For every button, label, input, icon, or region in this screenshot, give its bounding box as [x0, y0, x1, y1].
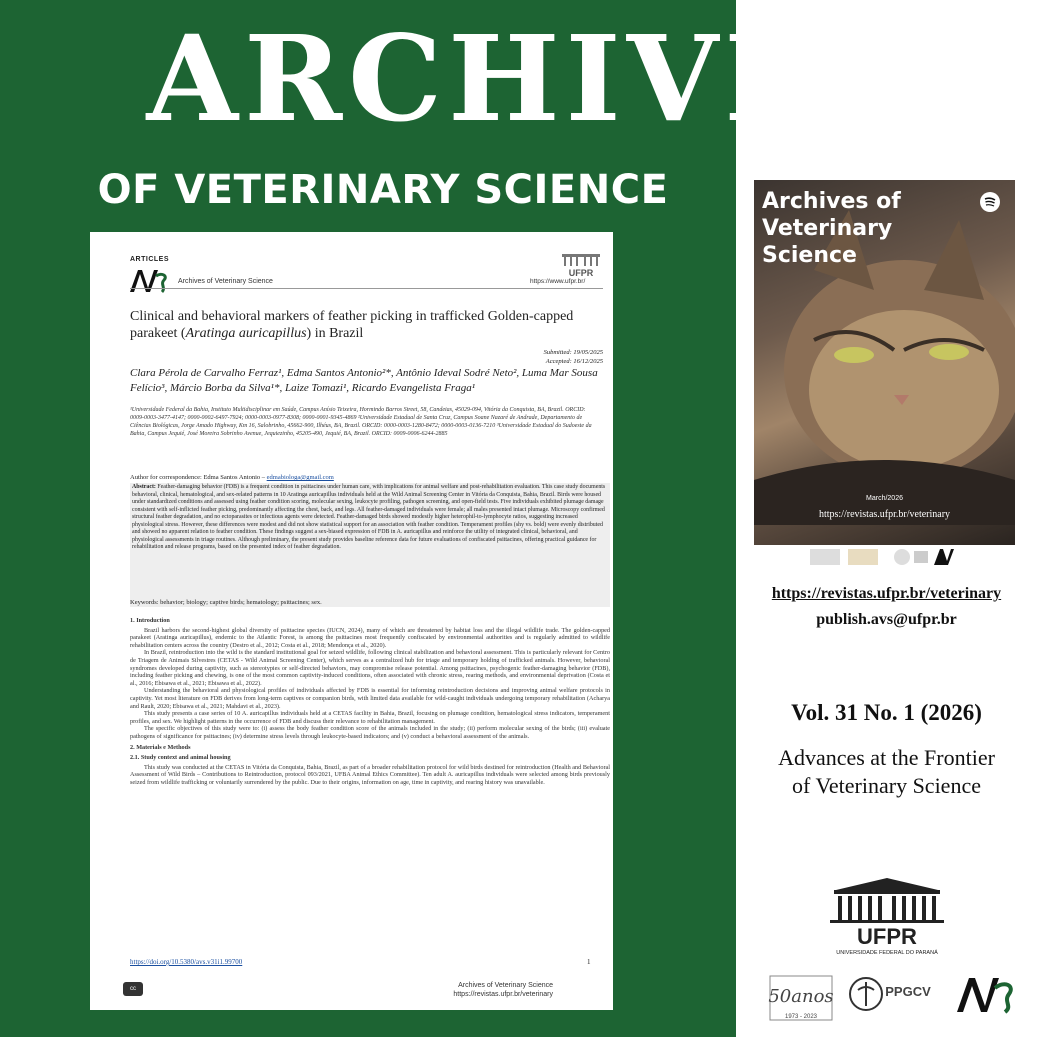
author-list: Clara Pérola de Carvalho Ferraz¹, Edma Santos Antonio²*, Antônio Ideval Sodré Neto², Luma Mar Sousa Felício³, Márcio Borba da Silva¹*, Laize Tomazi¹, Ricardo Evangelista Fraga¹ [130, 367, 598, 394]
heading-introduction: 1. Introduction [130, 617, 170, 624]
ufpr-fullname: UNIVERSIDADE FEDERAL DO PARANÁ [836, 950, 938, 956]
banner-subtitle: OF VETERINARY SCIENCE [97, 167, 669, 213]
cc-license-icon: cc [123, 982, 143, 996]
volume-label: Vol. 31 No. 1 (2026) [791, 700, 982, 725]
section-label: ARTICLES [130, 256, 169, 263]
article-dates [544, 348, 603, 366]
abstract-text: Feather-damaging behavior (FDB) is a frequent condition in psittacines under human care, with implications for animal welfare and post-rehabilitation evaluation. This case study documents behavioral, clinical, hematological, and sex-related patterns in 10 Aratinga auricapillus individuals held at the Wild Animal Screening Center in Vitória da Conquista, Bahia, Brazil. Birds were housed under standardized conditions and assessed using feather condition scoring, molecular sexing, leukocyte profiling, pathogen screening, and open-field tests. Five individuals exhibited plumage damage consistent with self-inflicted feather picking, predominantly affecting the chest, back, and legs. All feather-damaged individuals were female; all males presented intact plumage. Microscopy confirmed structural feather degradation, and no ectoparasites or infectious agents were detected. Feather-damaged birds showed modestly higher heterophil-to-lymphocyte ratios, suggesting increased physiological stress. However, these differences were modest and did not show statistical support for an association with feather condition. Temperament profiles (shy vs. bold) were evenly distributed and showed no apparent relation to feather condition. These findings suggest a sex-biased expression of FDB in A. auricapillus and reinforce the utility of integrated clinical, behavioral, and physiological assessments in triage routines. Although preliminary, the present study provides baseline reference data for future evaluations of confiscated psittacines, offering practical guidance for rehabilitation and release programs, based on the presented index of feather degradation. [132, 484, 606, 550]
avs-logo-icon [955, 974, 1015, 1014]
paragraph: This study presents a case series of 10 A. auricapillus individuals held at a CETAS facility in Bahia, Brazil, focusing on plumage condition, hematological stress indicators, temperament profiles, and sex. We highlight patterns in the occurrence of FDB and discuss their relevance to rehabilitation management. [130, 710, 610, 725]
correspondence: Author for correspondence: Edma Santos Antonio – edmabiologa@gmail.com [130, 474, 334, 481]
cover-logo-strip-icon [754, 545, 1015, 569]
avs-logo-icon [128, 266, 168, 294]
affiliations: ¹Universidade Federal da Bahia, Instituto Multidisciplinar em Saúde, Campus Anísio Teixeira, Hormindo Barros Street, 58, Candeias, 45029-094, Vitória da Conquista, BA, Brazil. ORCID: 0009-0003-3477-4147; 0000-0002-6497-7924; 0000-0003-0977-8308; 0000-0001-9345-4869 ²Universidade Estadual de Santa Cruz, Campus Soane Nazaré de Andrade, Departamento de Ciências Biológicas, Jorge Amado Highway, Km 16, Salobrinho, 45662-900, Ilhéus, BA, Brazil. ORCID: 0000-0003-1280-8472; 0000-0003-0136-7210 ³Universidade Estadual do Sudoeste da Bahia, Campus Jequié, José Moreira Sobrinho Avenue, Jequiezinho, 45205-490, Jequié, BA, Brazil. ORCID: 0009-0006-6244-2885 [130, 407, 592, 437]
article-body [130, 614, 610, 786]
paragraph: Understanding the behavioral and physiological profiles of individuals affected by FDB is essential for informing reintroduction decisions and improving animal welfare protocols in captivity. Yet most literature on FDB derives from long-term captives or companion birds, with limited data available for wild-caught individuals undergoing temporary rehabilitation (Acharya and Rault, 2020; Ebisawa et al., 2021; Mahdavi et al., 2023). [130, 687, 610, 710]
logo-50-label: 50anos [768, 986, 834, 1007]
ufpr-small-label: UFPR [568, 268, 594, 278]
accepted-date: Accepted: 16/12/2025 [545, 358, 603, 365]
paragraph: In Brazil, reintroduction into the wild is the standard institutional goal for seized wildlife, following clinical stabilization and behavioral assessment. This is particularly relevant for Centro de Triagem de Animais Silvestres (CETAS - Wild Animal Screening Center), which serves as a centralized hub for triage and temporary holding of trafficked animals. However, behavioral syndromes developed during captivity, such as stereotypies or self-directed behaviors, may compromise release potential. Among psittacines, psychogenic feather-damaging behavior (FDB), including feather picking and chewing, is one of the most common captivity-induced conditions, often associated with chronic stress, rearing methods, and environmental deprivation (Costa et al., 2016; Ebisawa et al., 2021; Ebisawa et al., 2022). [130, 649, 610, 687]
banner-title: ARCHIVES [146, 9, 912, 148]
doi-link[interactable]: https://doi.org/10.5380/avs.v31i1.99700 [130, 958, 243, 966]
journal-url[interactable]: https://www.ufpr.br/ [530, 278, 586, 285]
ufpr-logo-icon [826, 876, 948, 956]
tagline-line1: Advances at the Frontier [778, 745, 995, 770]
ppgcv-logo-icon [848, 970, 948, 1020]
header-rule [130, 288, 603, 289]
ufpr-label: UFPR [857, 924, 917, 949]
paper-footer: Archives of Veterinary Science https://revistas.ufpr.br/veterinary [453, 982, 553, 998]
cover-date: March/2026 [866, 495, 903, 502]
paragraph: This study was conducted at the CETAS in Vitória da Conquista, Bahia, Brazil, as part of a broader rehabilitation protocol for wild birds destined for reintroduction (Health and Behavioral Assessment of Wild Birds – Contributions to Reintroduction, protocol 093/2021, UFBA Animal Ethics Committee). Ten adult A. auricapillus individuals were selected among birds previously seized from wildlife trafficking or voluntarily surrendered by the public. Due to their origins, information on age, time in captivity, and rearing history was unavailable. [130, 763, 610, 786]
ufpr-logo-icon [558, 252, 604, 278]
ppgcv-label: PPGCV [885, 984, 931, 999]
50-years-logo-icon [768, 974, 834, 1024]
contact-email[interactable]: publish.avs@ufpr.br [816, 611, 957, 628]
correspondence-email[interactable]: edmabiologa@gmail.com [266, 474, 334, 481]
heading-methods: 2. Materials e Methods [130, 743, 191, 751]
abstract-box: Abstract: Feather-damaging behavior (FDB) is a frequent condition in psittacines under human care, with implications for animal welfare and post-rehabilitation evaluation. This case study documents behavioral, clinical, hematological, and sex-related patterns in 10 Aratinga auricapillus individuals held at the Wild Animal Screening Center in Vitória da Conquista, Bahia, Brazil. Birds were housed under standardized conditions and assessed using feather condition scoring, molecular sexing, leukocyte profiling, pathogen screening, and open-field tests. Five individuals exhibited plumage damage consistent with self-inflicted feather picking, predominantly affecting the chest, back, and legs. All feather-damaged individuals were female; all males presented intact plumage. Microscopy confirmed structural feather degradation, and no ectoparasites or infectious agents were detected. Feather-damaged birds showed modestly higher heterophil-to-lymphocyte ratios, suggesting increased physiological stress. However, these differences were modest and did not show statistical support for an association with feather condition. Temperament profiles (shy vs. bold) were evenly distributed and showed no apparent relation to feather condition. These findings suggest a sex-biased expression of FDB in A. auricapillus and reinforce the utility of integrated clinical, behavioral, and physiological assessments in triage routines. Although preliminary, the present study provides baseline reference data for future evaluations of confiscated psittacines, offering practical guidance for rehabilitation and release programs, based on the presented index of feather degradation. [130, 483, 610, 607]
page-number: 1 [587, 958, 591, 966]
spotify-icon[interactable] [980, 192, 1000, 212]
journal-name: Archives of Veterinary Science [178, 278, 273, 285]
journal-cover [754, 180, 1015, 545]
paragraph: The specific objectives of this study were to: (i) assess the body feather condition score of the animals included in the study; (ii) perform molecular sexing of the birds; (iii) evaluate pathogens of significance for psittacines; (iv) determine stress levels through leukocyte-based indicators; and (v) conduct a behavioral assessment of the animals. [130, 725, 610, 740]
paragraph: Brazil harbors the second-highest global diversity of psittacine species (IUCN, 2024), many of which are threatened by habitat loss and the illegal wildlife trade. The golden-capped parakeet (Aratinga auricapillus), endemic to the Atlantic Forest, is among the psittacines most frequently confiscated by environmental authorities and is regularly admitted to wildlife rehabilitation centers across the country (Destro et al., 2012; Costa et al., 2018; Mendonça et al., 2020). [130, 626, 610, 649]
cover-title: Archives of Veterinary Science [762, 189, 901, 268]
paper-page [90, 232, 613, 1010]
journal-website-link[interactable]: https://revistas.ufpr.br/veterinary [771, 585, 1002, 602]
cover-url: https://revistas.ufpr.br/veterinary [818, 509, 951, 520]
keywords: Keywords: behavior; biology; captive birds; hematology; psittacines; sex. [130, 599, 322, 606]
tagline-line2: of Veterinary Science [792, 773, 981, 798]
logo-50-years: 1973 - 2023 [784, 1014, 818, 1020]
heading-methods-sub: 2.1. Study context and animal housing [130, 754, 231, 762]
article-title: Clinical and behavioral markers of feather picking in trafficked Golden-capped parakeet (Aratinga auricapillus) in Brazil [130, 309, 574, 341]
submitted-date: Submitted: 19/05/2025 [543, 349, 603, 356]
